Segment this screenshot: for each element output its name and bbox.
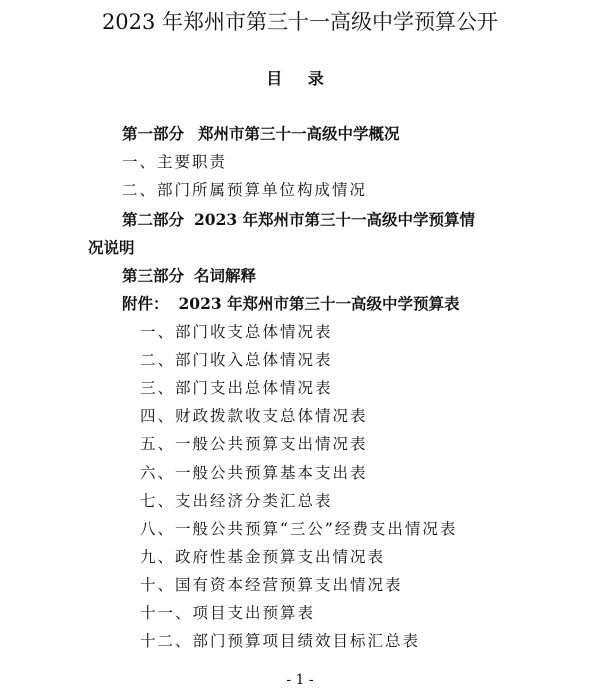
toc-item: 七、支出经济分类汇总表 — [140, 492, 333, 510]
toc-item: 九、政府性基金预算支出情况表 — [140, 548, 386, 566]
toc-item: 十一、项目支出预算表 — [140, 604, 316, 622]
document-title: 2023 年郑州市第三十一高级中学预算公开 — [101, 10, 499, 34]
toc-appendix — [122, 294, 460, 314]
toc-part1-title: 郑州市第三十一高级中学概况 — [198, 124, 400, 143]
toc-item: 八、一般公共预算“三公”经费支出情况表 — [140, 520, 458, 538]
toc-part1-label: 第一部分 — [122, 124, 185, 143]
toc-part3-label: 第三部分 — [122, 266, 185, 285]
toc-part3 — [122, 266, 256, 286]
toc-part1 — [122, 124, 400, 144]
toc-part2 — [122, 210, 475, 230]
toc-appendix-title: 2023 年郑州市第三十一高级中学预算表 — [178, 294, 460, 313]
toc-part2-continuation: 况说明 — [88, 238, 135, 257]
toc-part2-label: 第二部分 — [122, 210, 185, 229]
toc-part3-title: 名词解释 — [194, 266, 257, 285]
toc-item: 四、财政拨款收支总体情况表 — [140, 407, 368, 425]
toc-part2-title: 2023 年郑州市第三十一高级中学预算情 — [194, 210, 476, 229]
toc-item: 一、部门收支总体情况表 — [140, 323, 333, 341]
toc-item: 二、部门所属预算单位构成情况 — [122, 181, 368, 199]
toc-item: 五、一般公共预算支出情况表 — [140, 435, 368, 453]
toc-item: 六、一般公共预算基本支出表 — [140, 464, 368, 482]
toc-item: 三、部门支出总体情况表 — [140, 379, 333, 397]
toc-item: 二、部门收入总体情况表 — [140, 351, 333, 369]
page-number: - 1 - — [286, 672, 314, 688]
toc-appendix-label: 附件： — [122, 294, 169, 313]
toc-item: 十二、部门预算项目绩效目标汇总表 — [140, 632, 421, 650]
toc-item: 十、国有资本经营预算支出情况表 — [140, 576, 403, 594]
toc-heading: 目 录 — [266, 69, 334, 88]
toc-item: 一、主要职责 — [122, 153, 228, 171]
